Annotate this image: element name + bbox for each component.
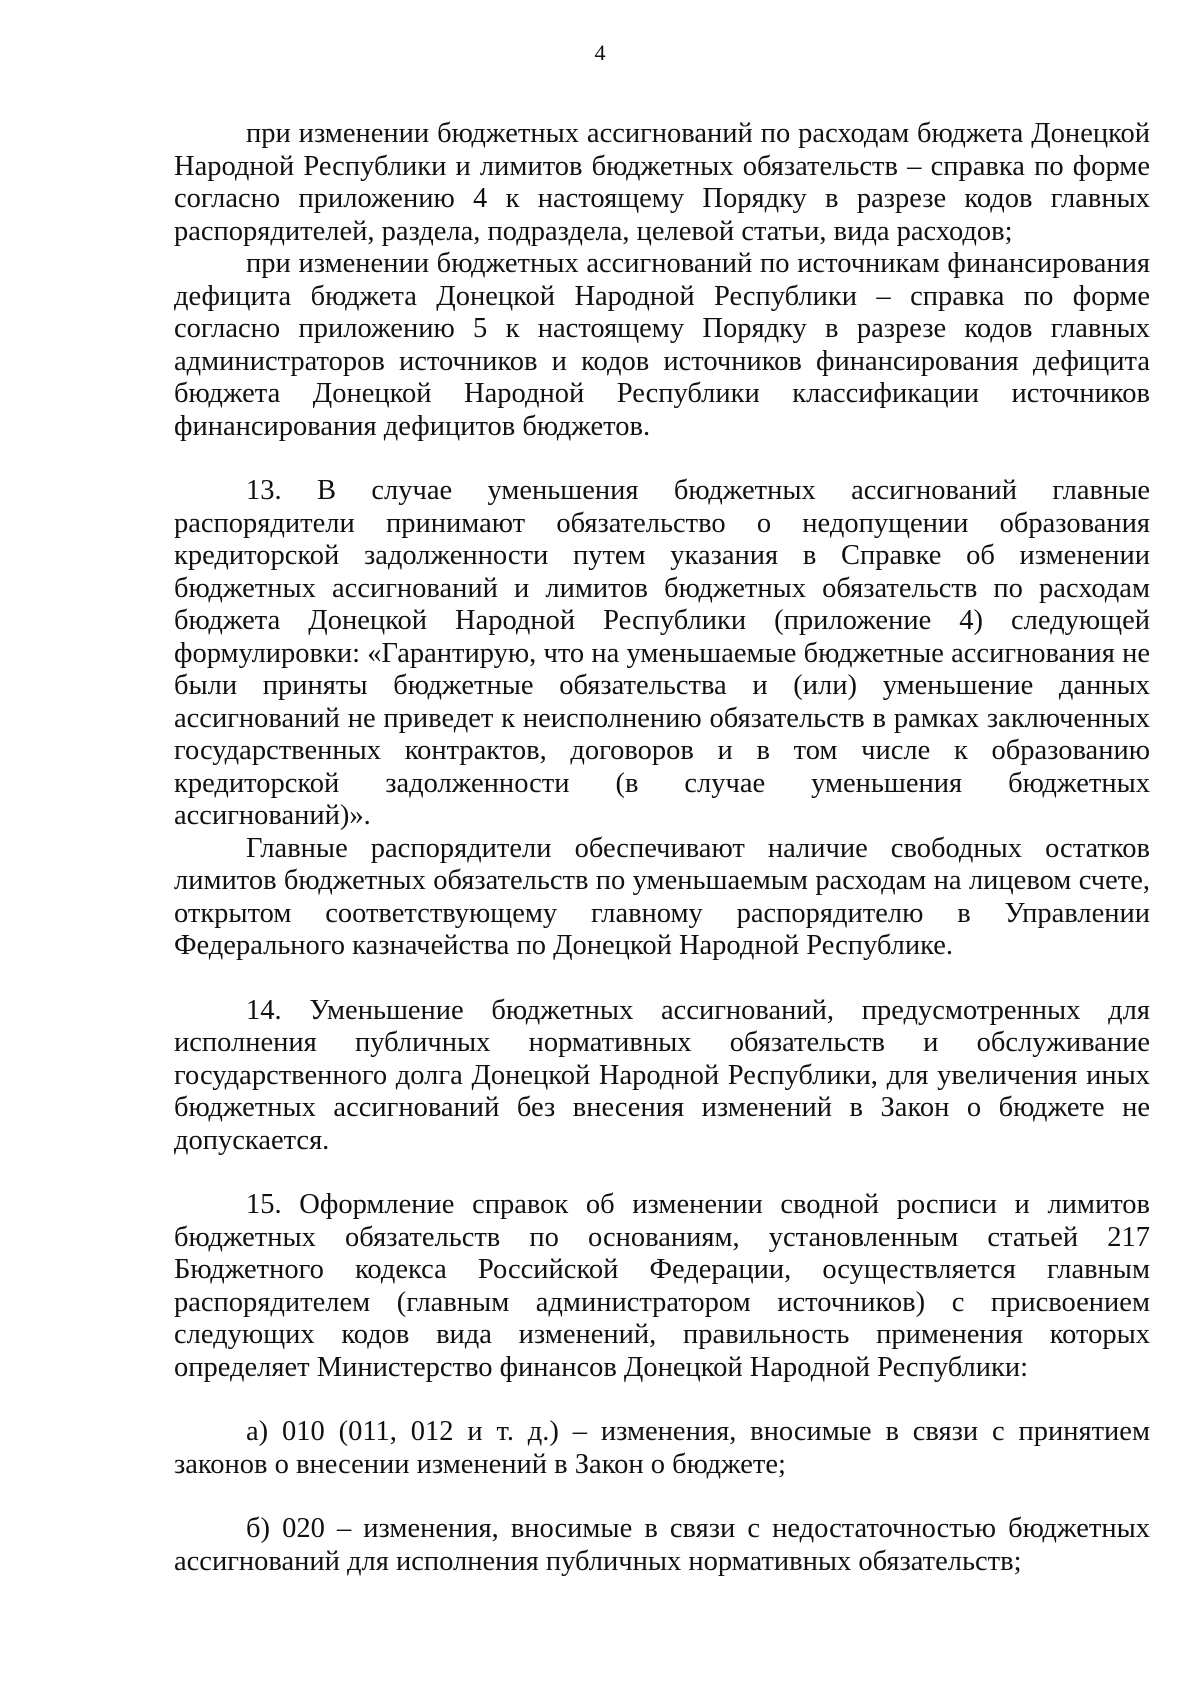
paragraph-deficit-sources: при изменении бюджетных ассигнований по источникам финансирования дефицита бюджета Донецкой Народной Республики – справка по форме согласно приложению 5 к настоящему Порядку в разрезе кодов главных администраторов источников и кодов источников финансирования дефицита бюджета Донецкой Народной Республики классификации источников финансирования дефицитов бюджетов. (174, 248, 1150, 442)
page-number: 4 (594, 40, 606, 65)
paragraph-item-15: 15. Оформление справок об изменении сводной росписи и лимитов бюджетных обязательств по основаниям, установленным статьей 217 Бюджетного кодекса Российской Федерации, осуществляется главным распорядителем (главным администратором источников) с присвоением следующих кодов вида изменений, правильность применения которых определяет Министерство финансов Донецкой Народной Республики: (174, 1189, 1150, 1383)
paragraph-item-14: 14. Уменьшение бюджетных ассигнований, предусмотренных для исполнения публичных нормативных обязательств и обслуживание государственного долга Донецкой Народной Республики, для увеличения иных бюджетных ассигнований без внесения изменений в Закон о бюджете не допускается. (174, 994, 1150, 1156)
paragraph-free-limits: Главные распорядители обеспечивают наличие свободных остатков лимитов бюджетных обязательств по уменьшаемым расходам на лицевом счете, открытом соответствующему главному распорядителю в Управлении Федерального казначейства по Донецкой Народной Республике. (174, 832, 1150, 961)
paragraph-code-010: а) 010 (011, 012 и т. д.) – изменения, вносимые в связи с принятием законов о внесении изменений в Закон о бюджете; (174, 1416, 1150, 1480)
document-body (174, 118, 1150, 1578)
paragraph-item-13: 13. В случае уменьшения бюджетных ассигнований главные распорядители принимают обязательство о недопущении образования кредиторской задолженности путем указания в Справке об изменении бюджетных ассигнований и лимитов бюджетных обязательств по расходам бюджета Донецкой Народной Республики (приложение 4) следующей формулировки: «Гарантирую, что на уменьшаемые бюджетные ассигнования не были приняты бюджетные обязательства и (или) уменьшение данных ассигнований не приведет к неисполнению обязательств в рамках заключенных государственных контрактов, договоров и в том числе к образованию кредиторской задолженности (в случае уменьшения бюджетных ассигнований)». (174, 475, 1150, 831)
paragraph-budget-expenses: при изменении бюджетных ассигнований по расходам бюджета Донецкой Народной Республики и лимитов бюджетных обязательств – справка по форме согласно приложению 4 к настоящему Порядку в разрезе кодов главных распорядителей, раздела, подраздела, целевой статьи, вида расходов; (174, 118, 1150, 247)
paragraph-code-020: б) 020 – изменения, вносимые в связи с недостаточностью бюджетных ассигнований для исполнения публичных нормативных обязательств; (174, 1513, 1150, 1577)
